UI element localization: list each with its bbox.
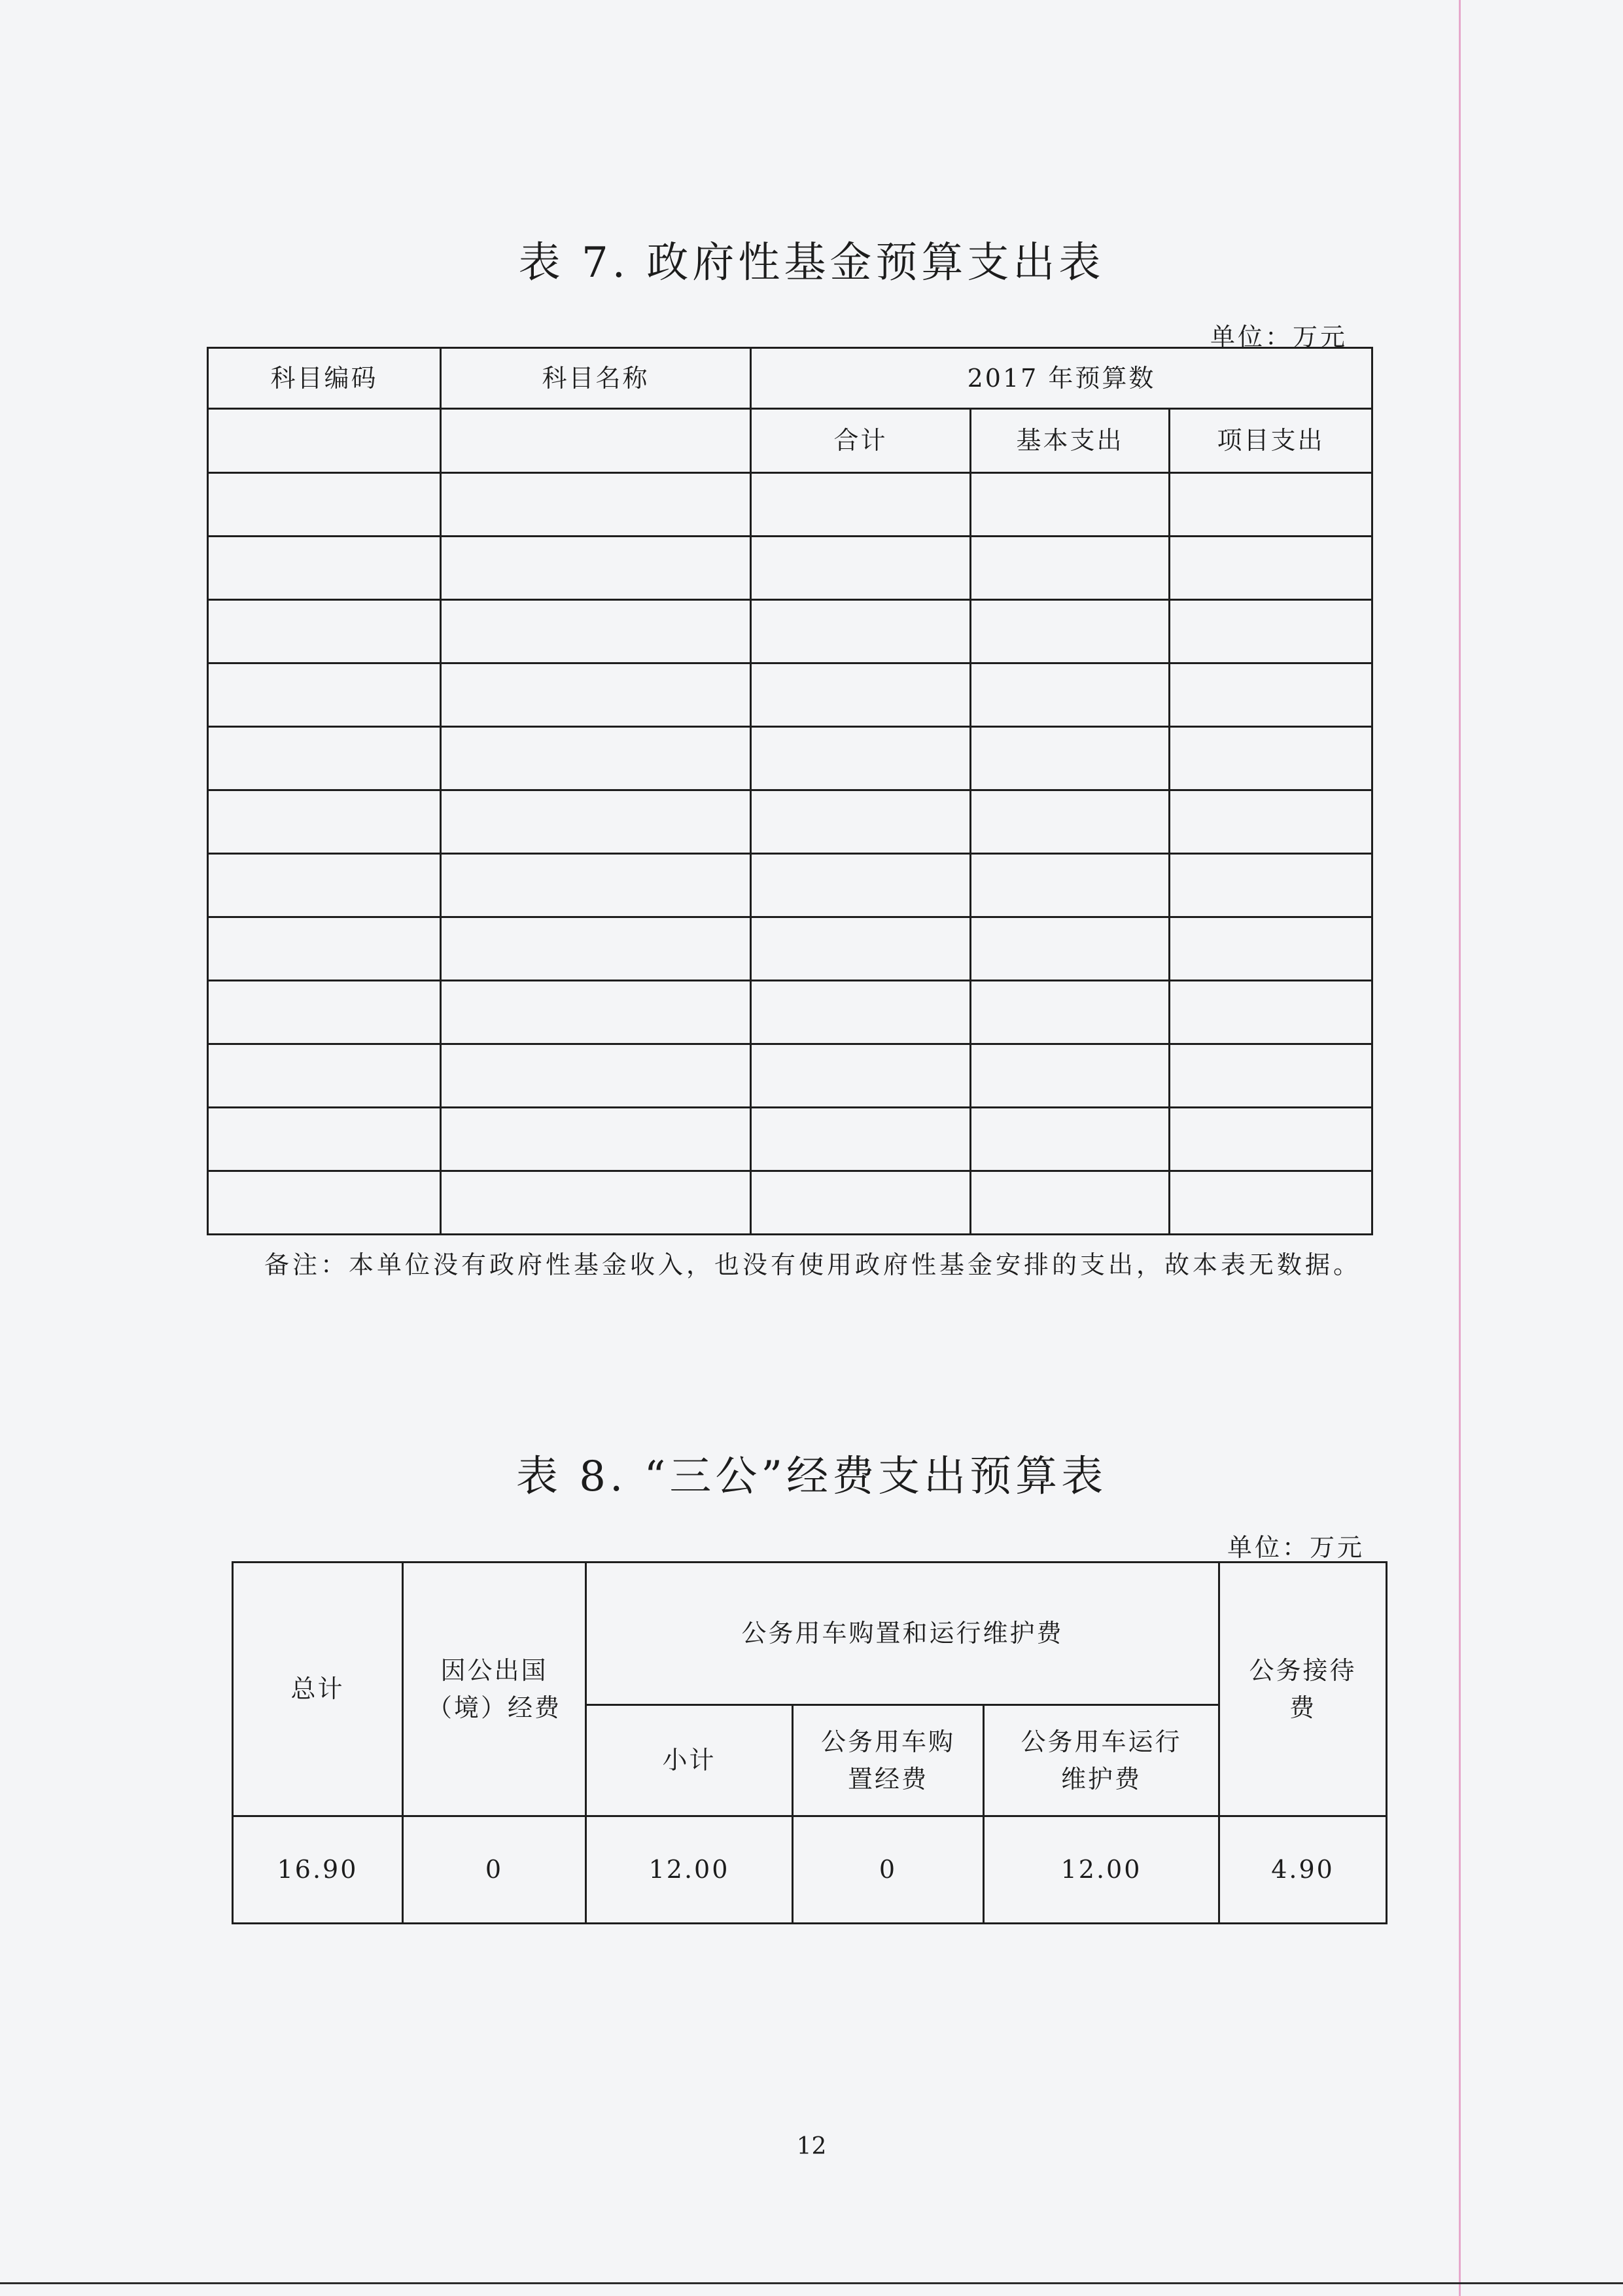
table7-empty-row: [208, 727, 1372, 790]
table7-budget-table: [207, 347, 1373, 1235]
table7-header-basic: 基本支出: [971, 409, 1170, 473]
table8-value-total: 16.90: [233, 1816, 403, 1924]
table7-header-total: 合计: [751, 409, 971, 473]
table8-value-subtotal: 12.00: [586, 1816, 793, 1924]
table7-empty-row: [208, 600, 1372, 663]
table7-empty-row: [208, 1108, 1372, 1171]
page-bottom-line: [0, 2282, 1623, 2284]
table8-value-purchase: 0: [793, 1816, 984, 1924]
table7-empty-row: [208, 663, 1372, 727]
table7-header-name: 科目名称: [441, 348, 751, 409]
table8-header-vehicle: 公务用车购置和运行维护费: [586, 1563, 1219, 1705]
table8-header-subtotal: 小计: [586, 1705, 793, 1816]
table7-empty-row: [208, 981, 1372, 1044]
table7-unit: 单位：万元: [1210, 323, 1348, 351]
table7-empty-row: [208, 537, 1372, 600]
table8-header-purchase: 公务用车购置经费: [793, 1705, 984, 1816]
table7-header-blank: [441, 409, 751, 473]
table7-header-blank: [208, 409, 441, 473]
table8-title: 表 8. “三公”经费支出预算表: [515, 1453, 1108, 1501]
table7-empty-row: [208, 917, 1372, 981]
table8-three-public-table: [232, 1561, 1387, 1924]
table8-header-reception: 公务接待费: [1219, 1563, 1387, 1816]
table7-title: 表 7. 政府性基金预算支出表: [518, 239, 1105, 287]
table7-empty-row: [208, 1044, 1372, 1108]
table7-header-project: 项目支出: [1170, 409, 1372, 473]
table7-empty-row: [208, 473, 1372, 537]
table8-unit: 单位：万元: [1227, 1533, 1365, 1562]
table8-header-maintenance: 公务用车运行维护费: [984, 1705, 1219, 1816]
table8-value-abroad: 0: [403, 1816, 586, 1924]
table7-empty-row: [208, 1171, 1372, 1235]
page-edge-line: [1459, 0, 1461, 2296]
table8-header-abroad: 因公出国（境）经费: [403, 1563, 586, 1816]
table8-value-maintenance: 12.00: [984, 1816, 1219, 1924]
page-number: 12: [796, 2133, 827, 2160]
table8-header-total: 总计: [233, 1563, 403, 1816]
table7-header-budget: 2017 年预算数: [751, 348, 1372, 409]
table7-note: 备注：本单位没有政府性基金收入，也没有使用政府性基金安排的支出，故本表无数据。: [264, 1250, 1362, 1279]
table8-value-reception: 4.90: [1219, 1816, 1387, 1924]
table7-header-code: 科目编码: [208, 348, 441, 409]
table7-empty-row: [208, 854, 1372, 917]
table7-empty-row: [208, 790, 1372, 854]
